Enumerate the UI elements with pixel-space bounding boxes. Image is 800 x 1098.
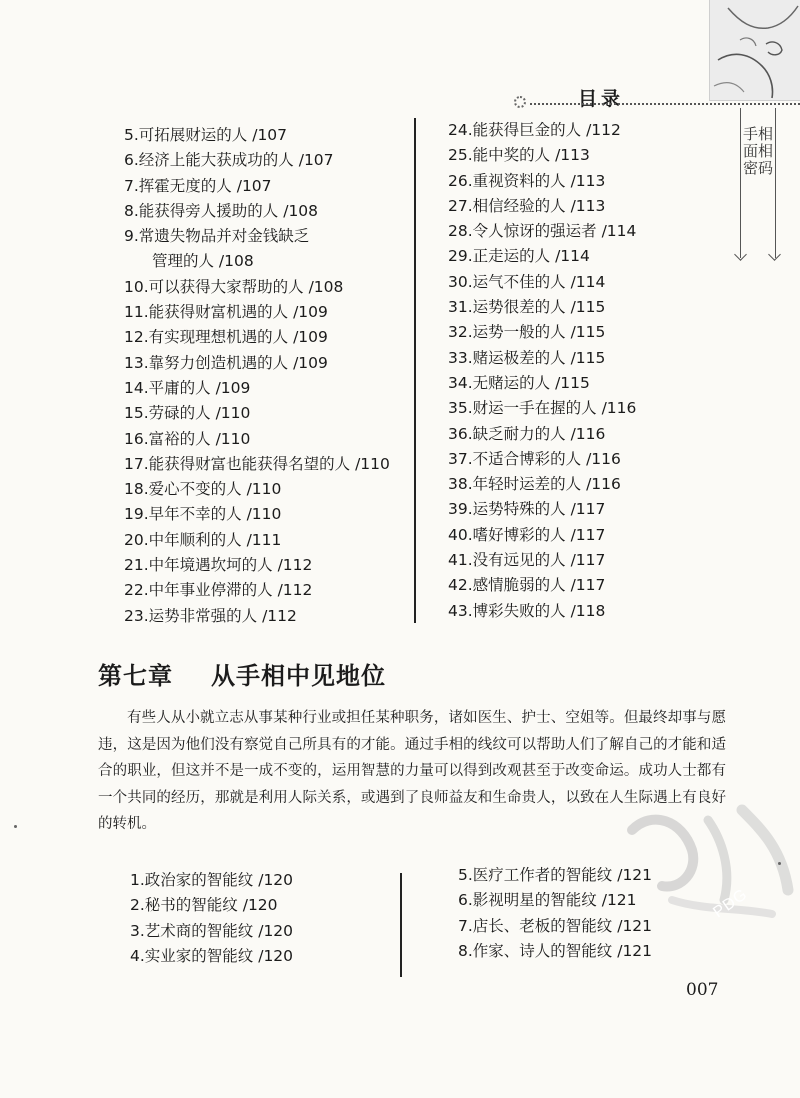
toc-entry[interactable]: 8.作家、诗人的智能纹 /121	[458, 941, 653, 960]
tab-arrow-down-icon	[768, 248, 781, 261]
toc-entry[interactable]: 12.有实现理想机遇的人 /109	[124, 328, 328, 347]
toc-right-column	[448, 118, 636, 624]
toc-entry[interactable]: 35.财运一手在握的人 /116	[448, 399, 637, 418]
toc-entry[interactable]: 16.富裕的人 /110	[124, 429, 251, 448]
toc-entry[interactable]: 39.运势特殊的人 /117	[448, 500, 606, 519]
toc-entry[interactable]: 7.挥霍无度的人 /107	[124, 176, 272, 195]
toc-entry[interactable]: 4.实业家的智能纹 /120	[130, 946, 294, 965]
toc-entry[interactable]: 23.运势非常强的人 /112	[124, 606, 297, 625]
toc-entry[interactable]: 32.运势一般的人 /115	[448, 323, 606, 342]
toc-entry[interactable]: 38.年轻时运差的人 /116	[448, 475, 621, 494]
toc-entry[interactable]: 17.能获得财富也能获得名望的人 /110	[124, 454, 390, 473]
toc-entry[interactable]: 27.相信经验的人 /113	[448, 196, 606, 215]
toc-entry[interactable]: 6.影视明星的智能纹 /121	[458, 891, 637, 910]
toc-entry[interactable]: 2.秘书的智能纹 /120	[130, 896, 278, 915]
toc-entry[interactable]: 22.中年事业停滞的人 /112	[124, 581, 313, 600]
chapter-title: 从手相中见地位	[211, 661, 386, 690]
toc-entry[interactable]: 33.赌运极差的人 /115	[448, 348, 606, 367]
toc-entry[interactable]: 19.早年不幸的人 /110	[124, 505, 282, 524]
toc-entry[interactable]: 42.感情脆弱的人 /117	[448, 576, 606, 595]
toc-entry[interactable]: 25.能中奖的人 /113	[448, 146, 590, 165]
chapter-number: 第七章	[98, 661, 173, 690]
toc-entry[interactable]: 43.博彩失败的人 /118	[448, 601, 606, 620]
side-tab-label: 手相面相密码	[742, 125, 773, 177]
chapter-intro: 有些人从小就立志从事某种行业或担任某种职务，诸如医生、护士、空姐等。但最终却事与愿违，这是因为他们没有察觉自己所具有的才能。通过手相的线纹可以帮助人们了解自己的才能和适合的职业，但这并不是一成不变的，运用智慧的力量可以得到改观甚至于改变命运。成功人士都有一个共同的经历，那就是利用人际关系，或遇到了良师益友和生命贵人，以致在人生际遇上有良好的转机。	[98, 710, 726, 832]
toc-entry[interactable]: 3.艺术商的智能纹 /120	[130, 921, 294, 940]
toc-entry[interactable]: 28.令人惊讶的强运者 /114	[448, 222, 637, 241]
toc-entry[interactable]: 37.不适合博彩的人 /116	[448, 449, 621, 468]
toc-entry[interactable]: 1.政治家的智能纹 /120	[130, 871, 294, 889]
column-divider	[414, 118, 416, 623]
toc-entry[interactable]: 13.靠努力创造机遇的人 /109	[124, 353, 328, 372]
watermark-text: PDG	[710, 885, 751, 922]
toc-entry[interactable]: 34.无赌运的人 /115	[448, 373, 590, 392]
toc-entry-continuation[interactable]: 管理的人 /108	[152, 252, 254, 271]
toc-entry[interactable]: 29.正走运的人 /114	[448, 247, 590, 266]
toc-entry[interactable]: 5.可拓展财运的人 /107	[124, 126, 288, 144]
toc-entry[interactable]: 8.能获得旁人援助的人 /108	[124, 201, 319, 220]
toc-entry[interactable]: 36.缺乏耐力的人 /116	[448, 424, 606, 443]
toc-entry[interactable]: 21.中年境遇坎坷的人 /112	[124, 556, 313, 575]
toc-entry[interactable]: 20.中年顺利的人 /111	[124, 530, 282, 549]
toc-entry[interactable]: 18.爱心不变的人 /110	[124, 480, 282, 499]
toc-entry[interactable]: 6.经济上能大获成功的人 /107	[124, 151, 334, 170]
toc-entry[interactable]: 40.嗜好博彩的人 /117	[448, 525, 606, 544]
chapter-heading	[98, 656, 386, 691]
section-label: 目录	[578, 88, 625, 110]
toc-entry[interactable]: 31.运势很差的人 /115	[448, 298, 606, 317]
page-number: 007	[686, 980, 719, 1000]
column-divider	[400, 873, 402, 977]
toc-entry[interactable]: 14.平庸的人 /109	[124, 378, 251, 397]
header-rule	[530, 103, 800, 105]
toc-entry[interactable]: 5.医疗工作者的智能纹 /121	[458, 866, 653, 884]
toc-entry[interactable]: 10.可以获得大家帮助的人 /108	[124, 277, 344, 296]
tab-arrow-down-icon	[734, 248, 747, 261]
toc-entry[interactable]: 41.没有远见的人 /117	[448, 551, 606, 570]
toc-entry[interactable]: 11.能获得财富机遇的人 /109	[124, 303, 328, 322]
toc-left-column	[124, 123, 390, 629]
watermark-stamp	[612, 790, 800, 930]
scan-speck	[14, 825, 17, 828]
scan-speck	[778, 862, 781, 865]
toc-entry[interactable]: 9.常遗失物品并对金钱缺乏	[124, 227, 310, 246]
toc-entry[interactable]: 30.运气不佳的人 /114	[448, 272, 606, 291]
corner-illustration	[709, 0, 800, 101]
side-tab	[740, 108, 776, 258]
toc-entry[interactable]: 26.重视资料的人 /113	[448, 171, 606, 190]
rule-ornament	[514, 96, 526, 108]
chapter-toc-left	[130, 868, 293, 969]
toc-entry[interactable]: 7.店长、老板的智能纹 /121	[458, 916, 653, 935]
toc-entry[interactable]: 24.能获得巨金的人 /112	[448, 121, 621, 139]
toc-entry[interactable]: 15.劳碌的人 /110	[124, 404, 251, 423]
